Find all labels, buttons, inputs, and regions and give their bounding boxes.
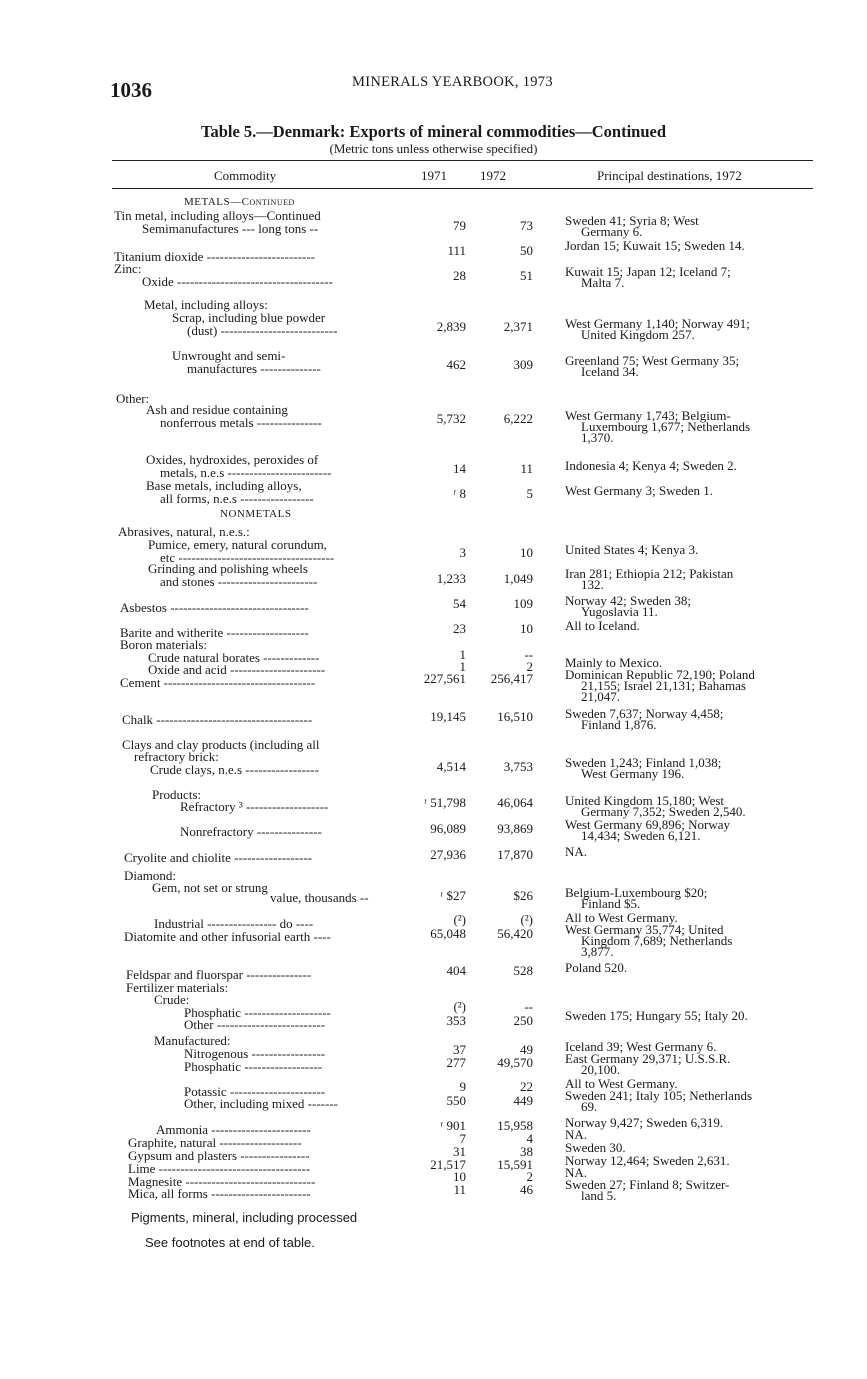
row-label: Barite and witherite ------------------- <box>120 625 309 640</box>
destination-line: Finland $5. <box>581 896 641 911</box>
value-1972: 17,870 <box>497 847 533 862</box>
value-1972: 15,591 <box>497 1157 533 1172</box>
row-label: Clays and clay products (including all <box>122 737 320 752</box>
row-label: Other ------------------------- <box>184 1017 326 1032</box>
value-1972: 2 <box>526 659 533 674</box>
destination-line: 14,434; Sweden 6,121. <box>581 828 701 843</box>
value-1972: 56,420 <box>497 926 533 941</box>
destination-line: 21,155; Israel 21,131; Bahamas <box>581 678 746 693</box>
row-label: Phosphatic ------------------ <box>184 1059 323 1074</box>
destination-line: 132. <box>581 577 604 592</box>
row-label: Magnesite ------------------------------ <box>128 1174 316 1189</box>
value-1971: 11 <box>453 1182 466 1197</box>
value-1971: 404 <box>446 963 466 978</box>
destination-line: Greenland 75; West Germany 35; <box>565 353 740 368</box>
row-label: Titanium dioxide ------------------------- <box>114 249 315 264</box>
destinations-cell <box>565 846 820 857</box>
row-label: Mica, all forms ----------------------- <box>128 1186 311 1201</box>
row-label: Tin metal, including alloys—Continued <box>114 208 321 223</box>
row-label: Diatomite and other infusorial earth ---- <box>124 929 331 944</box>
value-1971: 277 <box>446 1055 466 1070</box>
row-label: Diamond: <box>124 868 176 883</box>
row-label: Feldspar and fluorspar --------------- <box>126 967 312 982</box>
destinations-cell <box>565 669 820 702</box>
value-1971: 1 <box>459 659 466 674</box>
destination-line: Iceland 34. <box>581 364 639 379</box>
destination-line: All to West Germany. <box>565 910 678 925</box>
row-label: Scrap, including blue powder <box>172 310 326 325</box>
value-1971: 21,517 <box>430 1157 466 1172</box>
row-label: METALS—Continued <box>184 196 295 208</box>
row-label: Gypsum and plasters ---------------- <box>128 1148 310 1163</box>
value-1972: 15,958 <box>497 1118 533 1133</box>
destination-line: Indonesia 4; Kenya 4; Sweden 2. <box>565 458 737 473</box>
table-subtitle: (Metric tons unless otherwise specified) <box>329 141 538 156</box>
destinations-cell <box>565 410 820 443</box>
row-label: Abrasives, natural, n.e.s.: <box>118 524 250 539</box>
destination-line: Iran 281; Ethiopia 212; Pakistan <box>565 566 734 581</box>
row-label: (dust) --------------------------- <box>187 323 338 338</box>
destinations-cell <box>565 1129 820 1140</box>
row-label: Semimanufactures --- long tons -- <box>142 221 319 236</box>
value-1971: 1,233 <box>436 571 466 586</box>
destination-line: Kuwait 15; Japan 12; Iceland 7; <box>565 264 731 279</box>
destination-line: Malta 7. <box>581 275 625 290</box>
value-1972: 1,049 <box>503 571 533 586</box>
destination-line: Sweden 175; Hungary 55; Italy 20. <box>565 1008 748 1023</box>
value-1972: (²) <box>520 912 533 927</box>
destination-line: United Kingdom 15,180; West <box>565 793 725 808</box>
row-label: refractory brick: <box>134 749 219 764</box>
destinations-cell <box>565 1142 820 1153</box>
destinations-cell <box>565 1179 820 1201</box>
destination-line: Finland 1,876. <box>581 717 657 732</box>
value-1972: 256,417 <box>490 671 533 686</box>
column-header-1971: 1971 <box>421 168 447 183</box>
value-1972: 309 <box>513 357 533 372</box>
row-label: Graphite, natural ------------------- <box>128 1135 302 1150</box>
row-label: Nitrogenous ----------------- <box>184 1046 326 1061</box>
destination-line: NA. <box>565 844 588 859</box>
destination-line: All to West Germany. <box>565 1076 678 1091</box>
destinations-cell <box>565 1053 820 1075</box>
value-1971: 7 <box>459 1131 466 1146</box>
header-bottom-rule <box>112 188 813 189</box>
value-1971: 27,936 <box>430 847 466 862</box>
value-1971: ʳ 51,798 <box>424 795 466 810</box>
header-top-rule <box>112 160 813 161</box>
value-1972: 10 <box>520 545 533 560</box>
value-1972: 50 <box>520 243 533 258</box>
row-label: Potassic ---------------------- <box>184 1084 326 1099</box>
destinations-cell <box>565 757 820 779</box>
destination-line: 3,877. <box>581 944 614 959</box>
destination-line: 69. <box>581 1099 598 1114</box>
destination-line: Norway 12,464; Sweden 2,631. <box>565 1153 730 1168</box>
destination-line: land 5. <box>581 1188 617 1203</box>
destinations-cell <box>565 568 820 590</box>
destinations-cell <box>565 318 820 340</box>
destinations-cell <box>565 887 820 909</box>
destination-line: NA. <box>565 1127 588 1142</box>
row-label: Manufactured: <box>154 1033 231 1048</box>
destination-line: Belgium-Luxembourg $20; <box>565 885 708 900</box>
value-1971: 31 <box>453 1144 466 1159</box>
row-label: Crude natural borates ------------- <box>148 650 320 665</box>
row-label: Pumice, emery, natural corundum, <box>148 537 327 552</box>
row-label: Industrial ---------------- do ---- <box>154 916 314 931</box>
value-1972: 5 <box>526 486 533 501</box>
row-label: all forms, n.e.s ----------------- <box>160 491 314 506</box>
destination-line: Luxembourg 1,677; Netherlands <box>581 419 751 434</box>
page-number: 1036 <box>110 78 152 102</box>
value-1972: 4 <box>526 1131 533 1146</box>
destinations-cell <box>565 819 820 841</box>
destinations-cell <box>565 485 820 496</box>
value-1971: 2,839 <box>436 319 466 334</box>
destination-line: Sweden 7,637; Norway 4,458; <box>565 706 724 721</box>
row-label: Crude: <box>154 992 190 1007</box>
value-1971: (²) <box>453 999 466 1014</box>
destination-line: Yugoslavia 11. <box>581 604 658 619</box>
row-label: nonferrous metals --------------- <box>160 415 322 430</box>
destinations-cell <box>565 544 820 555</box>
value-1971: 10 <box>453 1169 466 1184</box>
destination-line: Sweden 30. <box>565 1140 626 1155</box>
destinations-cell <box>565 1117 820 1128</box>
value-1972: 528 <box>513 963 533 978</box>
row-label: Other, including mixed ------- <box>184 1096 338 1111</box>
value-1971: 14 <box>453 461 466 476</box>
footer-note: See footnotes at end of table. <box>145 1235 315 1250</box>
row-label: Ash and residue containing <box>146 402 288 417</box>
value-1972: -- <box>524 999 533 1014</box>
value-1971: 79 <box>453 218 466 233</box>
destination-line: Poland 520. <box>565 960 628 975</box>
value-1972: 49,570 <box>497 1055 533 1070</box>
column-header-destinations: Principal destinations, 1972 <box>597 168 742 183</box>
destination-line: Germany 6. <box>581 224 643 239</box>
row-label: etc ------------------------------------ <box>160 550 335 565</box>
destinations-cell <box>565 1155 820 1166</box>
destination-line: United States 4; Kenya 3. <box>565 542 699 557</box>
destinations-cell <box>565 962 820 973</box>
value-1972: 49 <box>520 1042 533 1057</box>
row-label: metals, n.e.s ------------------------ <box>160 465 332 480</box>
row-label: Fertilizer materials: <box>126 980 229 995</box>
row-label: NONMETALS <box>220 508 292 520</box>
row-label: Metal, including alloys: <box>144 297 268 312</box>
destination-line: Germany 7,352; Sweden 2,540. <box>581 804 746 819</box>
row-label: Gem, not set or strung <box>152 880 268 895</box>
value-1971: 4,514 <box>436 759 466 774</box>
value-1972: 22 <box>520 1079 533 1094</box>
row-label: value, thousands -- <box>270 890 369 905</box>
value-1971: 5,732 <box>436 411 466 426</box>
destination-line: Sweden 1,243; Finland 1,038; <box>565 755 722 770</box>
table-title: Table 5.—Denmark: Exports of mineral commodities—Continued <box>200 122 667 141</box>
value-1972: -- <box>524 647 533 662</box>
destinations-cell <box>565 240 820 251</box>
value-1971: ʳ 901 <box>440 1118 466 1133</box>
column-header-commodity: Commodity <box>214 168 277 183</box>
destination-line: East Germany 29,371; U.S.S.R. <box>565 1051 731 1066</box>
value-1972: 3,753 <box>503 759 533 774</box>
destinations-cell <box>565 266 820 288</box>
row-label: Oxide ------------------------------------ <box>142 274 333 289</box>
value-1971: 96,089 <box>430 821 466 836</box>
destination-line: West Germany 1,140; Norway 491; <box>565 316 750 331</box>
value-1972: 73 <box>520 218 533 233</box>
destination-line: Norway 9,427; Sweden 6,319. <box>565 1115 724 1130</box>
row-label: Asbestos -------------------------------- <box>120 600 309 615</box>
destination-line: West Germany 35,774; United <box>565 922 724 937</box>
value-1972: 250 <box>513 1013 533 1028</box>
row-label: Other: <box>116 391 150 406</box>
destination-line: United Kingdom 257. <box>581 327 695 342</box>
destination-line: West Germany 1,743; Belgium- <box>565 408 731 423</box>
value-1972: 93,869 <box>497 821 533 836</box>
row-label: Chalk ------------------------------------ <box>122 712 313 727</box>
destinations-cell <box>565 1010 820 1021</box>
row-label: Cryolite and chiolite ------------------ <box>124 850 313 865</box>
destinations-cell <box>565 355 820 377</box>
value-1971: 37 <box>453 1042 466 1057</box>
value-1972: 11 <box>520 461 533 476</box>
row-label: Base metals, including alloys, <box>146 478 302 493</box>
destinations-cell <box>565 595 820 617</box>
running-head: MINERALS YEARBOOK, 1973 <box>352 74 553 90</box>
destination-line: 1,370. <box>581 430 614 445</box>
value-1972: 2,371 <box>503 319 533 334</box>
value-1972: 10 <box>520 621 533 636</box>
row-label: Unwrought and semi- <box>172 348 286 363</box>
value-1971: 550 <box>446 1093 466 1108</box>
destination-line: Sweden 241; Italy 105; Netherlands <box>565 1088 753 1103</box>
destination-line: Norway 42; Sweden 38; <box>565 593 692 608</box>
row-label: Lime ----------------------------------- <box>128 1161 311 1176</box>
value-1972: 6,222 <box>503 411 533 426</box>
row-label: Refractory ³ ------------------- <box>180 799 329 814</box>
row-label: Crude clays, n.e.s ----------------- <box>150 762 319 777</box>
value-1971: 28 <box>453 268 466 283</box>
value-1972: 38 <box>520 1144 533 1159</box>
value-1972: 109 <box>513 596 533 611</box>
destination-line: Kingdom 7,689; Netherlands <box>581 933 733 948</box>
destination-line: Dominican Republic 72,190; Poland <box>565 667 755 682</box>
value-1971: 1 <box>459 647 466 662</box>
value-1971: ʳ $27 <box>440 888 466 903</box>
destinations-cell <box>565 460 820 471</box>
destinations-cell <box>565 1090 820 1112</box>
value-1971: 353 <box>446 1013 466 1028</box>
destination-line: 20,100. <box>581 1062 620 1077</box>
value-1972: 449 <box>513 1093 533 1108</box>
value-1971: ʳ 8 <box>453 486 466 501</box>
destination-line: Mainly to Mexico. <box>565 655 663 670</box>
value-1972: 46 <box>520 1182 533 1197</box>
row-label: Cement ----------------------------------- <box>120 675 316 690</box>
value-1971: (²) <box>453 912 466 927</box>
row-label: Nonrefractory --------------- <box>180 824 322 839</box>
row-label: Zinc: <box>114 261 142 276</box>
destination-line: West Germany 196. <box>581 766 685 781</box>
column-header-1972: 1972 <box>480 168 506 183</box>
destinations-cell <box>565 708 820 730</box>
value-1972: 16,510 <box>497 709 533 724</box>
value-1971: 65,048 <box>430 926 466 941</box>
destination-line: Sweden 27; Finland 8; Switzer- <box>565 1177 730 1192</box>
value-1971: 3 <box>459 545 466 560</box>
row-label: manufactures -------------- <box>187 361 321 376</box>
destinations-cell <box>565 795 820 817</box>
row-label: and stones ----------------------- <box>160 574 318 589</box>
destinations-cell <box>565 215 820 237</box>
value-1972: $26 <box>513 888 533 903</box>
value-1971: 9 <box>459 1079 466 1094</box>
row-label: Grinding and polishing wheels <box>148 561 308 576</box>
value-1971: 19,145 <box>430 709 466 724</box>
value-1971: 54 <box>453 596 466 611</box>
row-label: Oxide and acid ---------------------- <box>148 662 326 677</box>
value-1971: 462 <box>446 357 466 372</box>
value-1971: 23 <box>453 621 466 636</box>
value-1971: 111 <box>447 243 466 258</box>
destination-line: West Germany 69,896; Norway <box>565 817 731 832</box>
destinations-cell <box>565 924 820 957</box>
destination-line: Sweden 41; Syria 8; West <box>565 213 699 228</box>
destination-line: West Germany 3; Sweden 1. <box>565 483 714 498</box>
destination-line: 21,047. <box>581 689 620 704</box>
value-1971: 227,561 <box>423 671 466 686</box>
row-label: Phosphatic -------------------- <box>184 1005 331 1020</box>
footer-continuation: Pigments, mineral, including processed <box>131 1210 358 1225</box>
destination-line: Iceland 39; West Germany 6. <box>565 1039 717 1054</box>
destination-line: All to Iceland. <box>565 618 640 633</box>
value-1972: 2 <box>526 1169 533 1184</box>
value-1972: 51 <box>520 268 533 283</box>
destination-line: Jordan 15; Kuwait 15; Sweden 14. <box>565 238 745 253</box>
row-label: Oxides, hydroxides, peroxides of <box>146 452 319 467</box>
value-1972: 46,064 <box>497 795 533 810</box>
destinations-cell <box>565 620 820 631</box>
row-label: Products: <box>152 787 202 802</box>
row-label: Boron materials: <box>120 637 208 652</box>
row-label: Ammonia ----------------------- <box>156 1122 311 1137</box>
destination-line: NA. <box>565 1165 588 1180</box>
